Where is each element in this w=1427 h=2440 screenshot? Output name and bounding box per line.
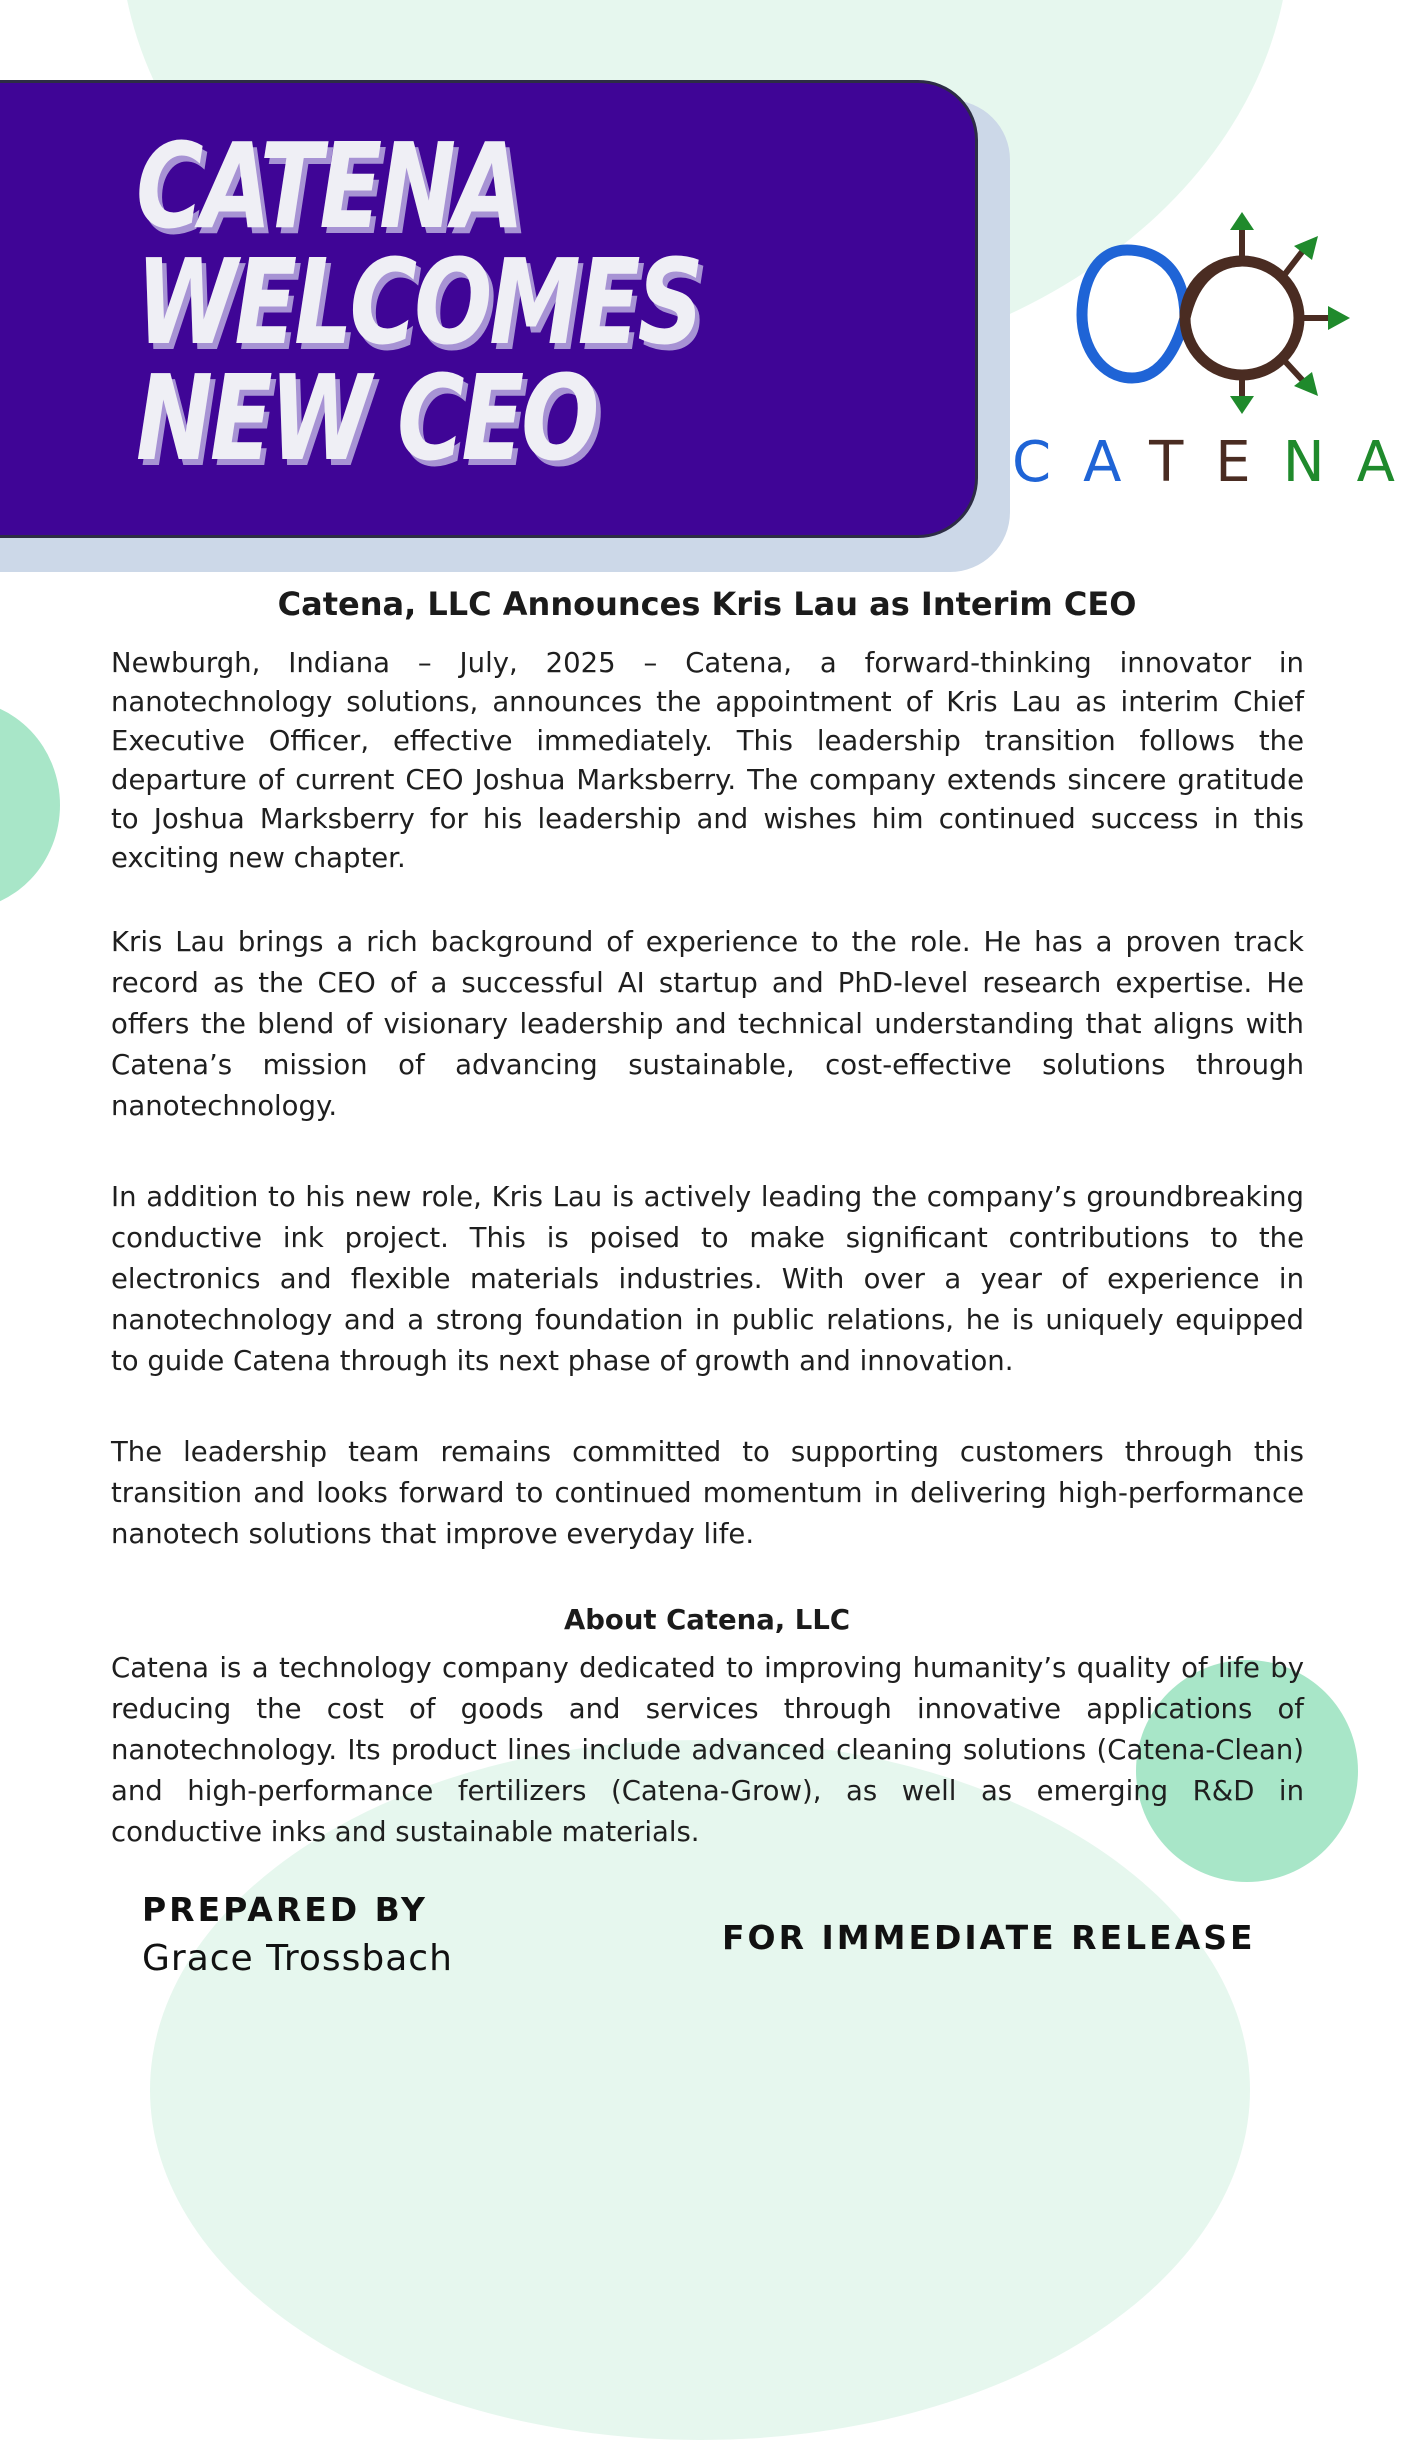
about-paragraph: Catena is a technology company dedicated to improving humanity’s quality of life by reducing the cost of goods and services through innovative applications of nanotechnology. Its product lines include advanced cleaning solutions (Catena-Clean) and high-performance fertilizers (Catena-Grow), as well as emerging R&D in conductive inks and sustainable materials. (111, 1652, 1304, 1848)
article-title: Catena, LLC Announces Kris Lau as Interim CEO (277, 585, 1137, 623)
catena-wordmark (1012, 430, 1427, 495)
catena-logo-icon (1060, 200, 1380, 430)
article-paragraph-3: In addition to his new role, Kris Lau is actively leading the company’s groundbreaking conductive ink project. This is poised to make significant contributions to the electronics and flexible materials industries. With over a year of experience in nanotechnology and a strong foundation in public relations, he is uniquely equipped to guide Catena through its next phase of growth and innovation. (111, 1181, 1304, 1377)
about-heading: About Catena, LLC (563, 1604, 851, 1636)
article-paragraph-2: Kris Lau brings a rich background of experience to the role. He has a proven track record as the CEO of a successful AI startup and PhD-level research expertise. He offers the blend of visionary leadership and technical understanding that aligns with Catena’s mission of advancing sustainable, cost-effective solutions through nanotechnology. (111, 926, 1304, 1122)
article-paragraph-1: Newburgh, Indiana – July, 2025 – Catena, a forward-thinking innovator in nanotechnology solutions, announces the appointment of Kris Lau as interim Chief Executive Officer, effective immediately. This leadership transition follows the departure of current CEO Joshua Marksberry. The company extends sincere gratitude to Joshua Marksberry for his leadership and wishes him continued success in this exciting new chapter. (111, 647, 1304, 874)
wordmark-letter: E (1215, 430, 1283, 495)
wordmark-letter: A (1356, 430, 1427, 495)
prepared-by-label: PREPARED BY (142, 1890, 428, 1929)
headline-line-2: WELCOMES (136, 233, 701, 371)
headline-line-1: CATENA (136, 117, 522, 255)
wordmark-letter: T (1149, 430, 1216, 495)
background-circle-left (0, 700, 60, 910)
preparer-name: Grace Trossbach (142, 1938, 453, 1979)
headline (136, 117, 701, 487)
wordmark-letter: C (1012, 430, 1084, 495)
wordmark-letter: A (1083, 430, 1150, 495)
article-paragraph-4: The leadership team remains committed to supporting customers through this transition and looks forward to continued momentum in delivering high-performance nanotech solutions that improve everyday life. (111, 1436, 1304, 1550)
wordmark-letter: N (1282, 430, 1357, 495)
release-label: FOR IMMEDIATE RELEASE (722, 1918, 1256, 1957)
headline-line-3: NEW CEO (136, 349, 597, 487)
